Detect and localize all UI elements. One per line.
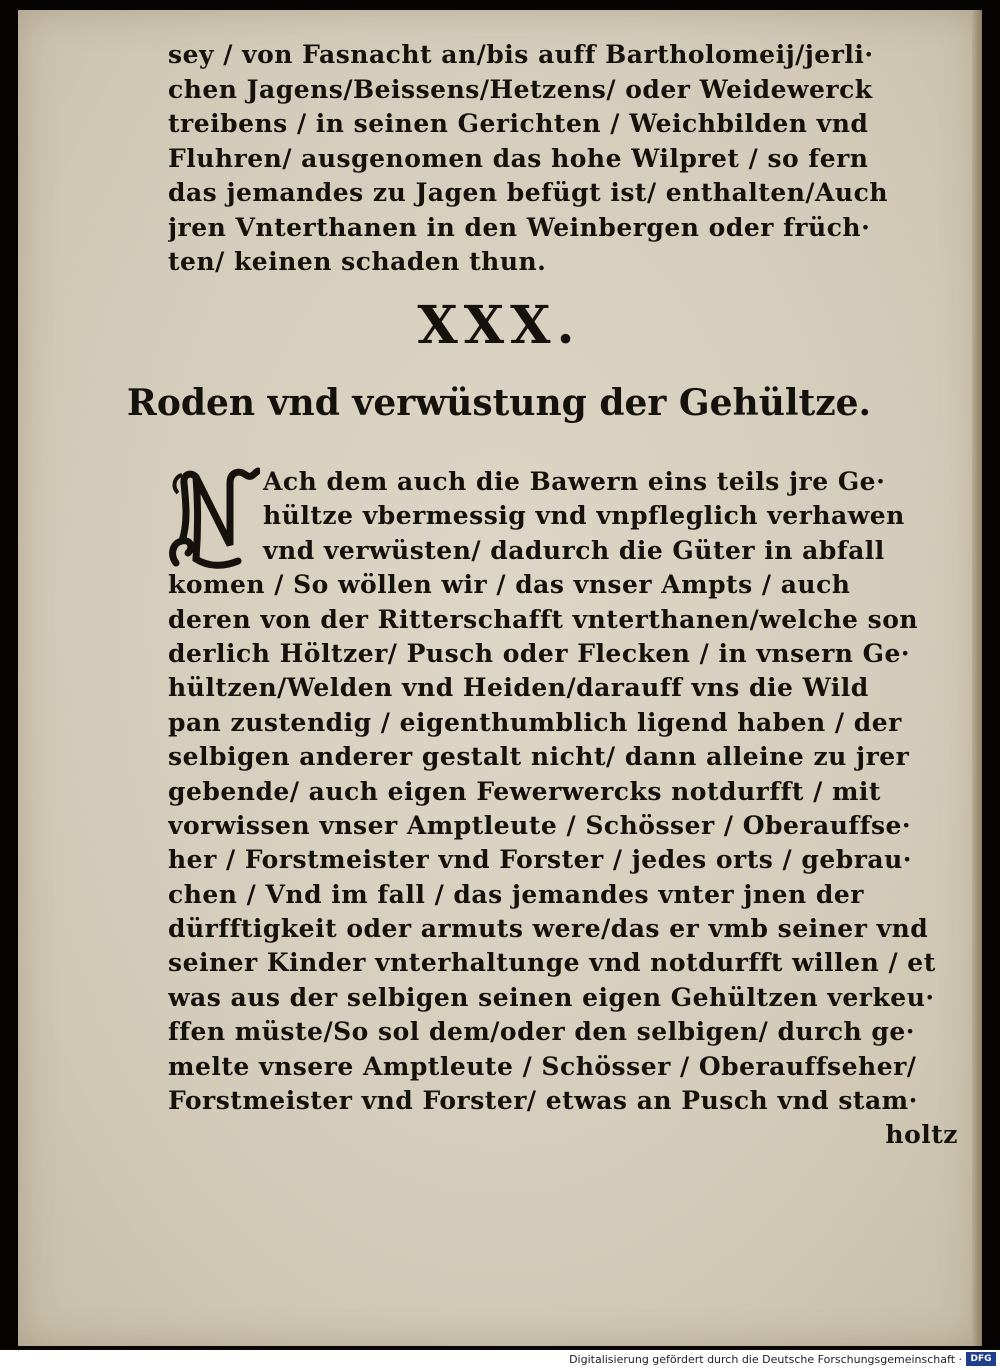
book-page	[18, 10, 980, 1346]
top-paragraph	[168, 38, 958, 280]
text-line: Fluhren/ ausgenomen das hohe Wilpret / so fern	[168, 143, 869, 173]
text-line: deren von der Ritterschafft vnterthanen/welche son	[168, 604, 919, 634]
text-line: ten/ keinen schaden thun.	[168, 247, 547, 276]
text-line: melte vnsere Amptleute / Schösser / Oberauffseher/	[168, 1051, 917, 1081]
text-line: gebende/ auch eigen Fewerwercks notdurfft / mit	[168, 776, 881, 806]
catchword: holtz	[885, 1120, 958, 1150]
text-line: was aus der selbigen seinen eigen Gehültzen verkeu·	[168, 982, 935, 1012]
page-edge	[972, 10, 982, 1346]
dfg-logo: DFG	[966, 1352, 996, 1366]
text-line: komen / So wöllen wir / das vnser Ampts / auch	[168, 570, 851, 600]
text-line: seiner Kinder vnterhaltunge vnd notdurfft willen / et	[168, 948, 936, 978]
text-line: selbigen anderer gestalt nicht/ dann alleine zu jrer	[168, 742, 910, 772]
text-line: hültze vbermessig vnd vnpfleglich verhawen	[263, 501, 905, 531]
text-line: hültzen/Welden vnd Heiden/darauff vns die Wild	[168, 673, 869, 703]
text-line: Ach dem auch die Bawern eins teils jre Ge·	[263, 467, 886, 496]
text-line: chen Jagens/Beissens/Hetzens/ oder Weidewerck	[168, 74, 873, 104]
text-line: ffen müste/So sol dem/oder den selbigen/ durch ge·	[168, 1017, 916, 1047]
text-line: vorwissen vnser Amptleute / Schösser / Oberauffse·	[168, 810, 912, 840]
text-line: chen / Vnd im fall / das jemandes vnter jnen der	[168, 879, 864, 909]
text-line: Forstmeister vnd Forster/ etwas an Pusch vnd stam·	[168, 1086, 918, 1116]
text-line: pan zustendig / eigenthumblich ligend haben / der	[168, 707, 902, 737]
text-line: das jemandes zu Jagen befügt ist/ enthalten/Auch	[168, 178, 889, 207]
text-line: treibens / in seinen Gerichten / Weichbilden vnd	[168, 109, 869, 138]
section-title: Roden vnd verwüstung der Gehültze.	[126, 382, 872, 424]
text-line: jren Vnterthanen in den Weinbergen oder früch·	[168, 212, 871, 242]
text-line: derlich Höltzer/ Pusch oder Flecken / in vnsern Ge·	[168, 638, 911, 668]
footer-credit: Digitalisierung gefördert durch die Deutsche Forschungsgemeinschaft ·	[569, 1353, 962, 1366]
text-line: her / Forstmeister vnd Forster / jedes orts / gebrau·	[168, 845, 912, 875]
text-line: sey / von Fasnacht an/bis auff Bartholomeij/jerli·	[168, 40, 874, 69]
section-number: XXX.	[417, 295, 581, 356]
body-paragraph	[168, 465, 958, 1153]
decorated-initial-n	[168, 463, 260, 573]
text-line: vnd verwüsten/ dadurch die Güter in abfall	[263, 535, 885, 565]
text-line: dürfftigkeit oder armuts were/das er vmb seiner vnd	[168, 914, 929, 944]
